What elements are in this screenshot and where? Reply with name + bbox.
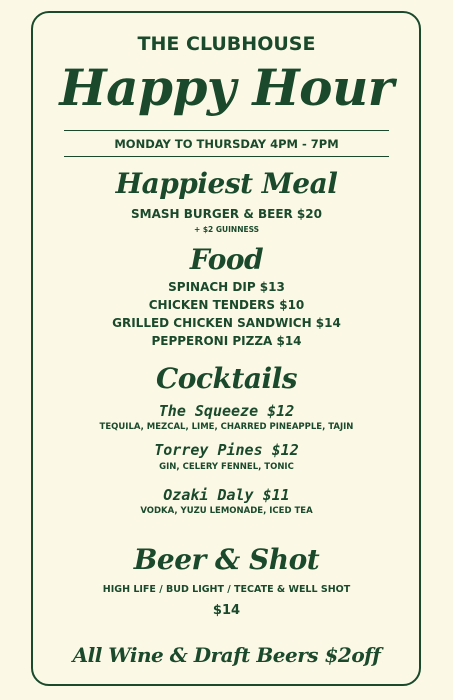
footer-promo: All Wine & Draft Beers $2off	[72, 643, 381, 667]
cocktail-name: Torrey Pines $12	[154, 441, 299, 459]
divider-bottom	[64, 156, 389, 157]
cocktail-name: The Squeeze $12	[158, 402, 295, 420]
menu-item: GRILLED CHICKEN SANDWICH $14	[112, 316, 341, 330]
beer-shot-price: $14	[212, 603, 241, 618]
venue-name: THE CLUBHOUSE	[137, 33, 316, 55]
addon-note: + $2 GUINNESS	[193, 225, 260, 234]
beer-shot-desc: HIGH LIFE / BUD LIGHT / TECATE & WELL SHOT	[102, 584, 351, 595]
section-heading: Beer & Shot	[133, 543, 320, 576]
schedule-text: MONDAY TO THURSDAY 4PM - 7PM	[114, 137, 339, 151]
menu-item: SMASH BURGER & BEER $20	[131, 207, 322, 221]
cocktail-desc: GIN, CELERY FENNEL, TONIC	[159, 462, 294, 472]
section-heading: Cocktails	[155, 362, 298, 395]
cocktail-desc: VODKA, YUZU LEMONADE, ICED TEA	[140, 506, 313, 516]
cocktail-desc: TEQUILA, MEZCAL, LIME, CHARRED PINEAPPLE, TAJIN	[99, 422, 354, 432]
cocktail-name: Ozaki Daly $11	[163, 486, 290, 504]
section-heading: Happiest Meal	[115, 167, 338, 200]
menu-item: CHICKEN TENDERS $10	[148, 298, 305, 312]
section-heading: Food	[189, 243, 264, 276]
menu-item: PEPPERONI PIZZA $14	[151, 334, 302, 348]
menu-item: SPINACH DIP $13	[168, 280, 285, 294]
divider-top	[64, 130, 389, 131]
menu-title: Happy Hour	[59, 58, 394, 117]
